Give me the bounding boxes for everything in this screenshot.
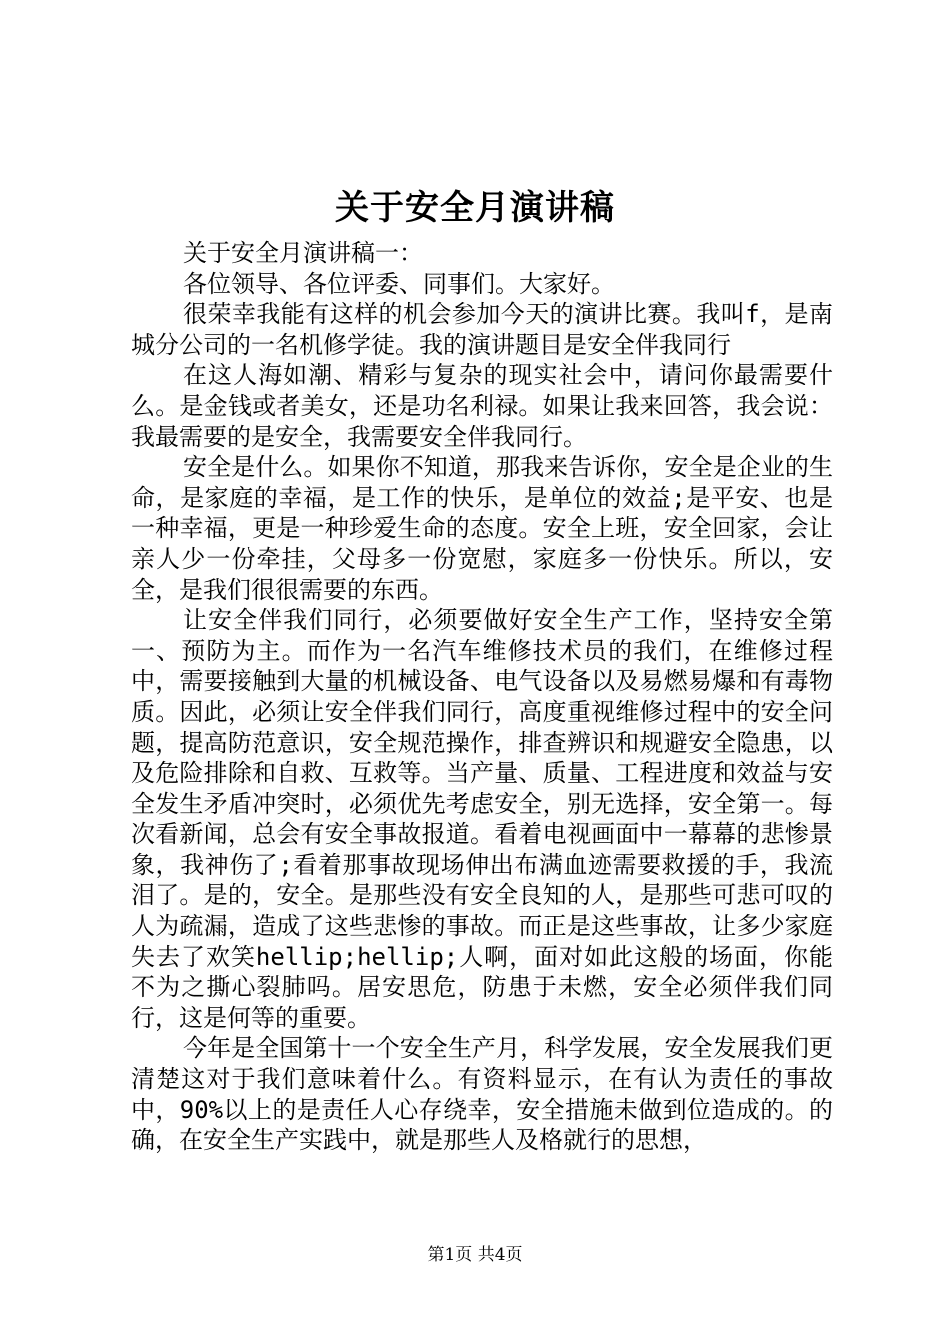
page-footer: 第1页 共4页 bbox=[427, 1245, 523, 1265]
paragraph: 在这人海如潮、精彩与复杂的现实社会中，请问你最需要什么。是金钱或者美女，还是功名利禄。如果让我来回答，我会说：我最需要的是安全，我需要安全伴我同行。 bbox=[131, 361, 833, 451]
paragraph: 今年是全国第十一个安全生产月，科学发展，安全发展我们更清楚这对于我们意味着什么。有资料显示，在有认为责任的事故中，90%以上的是责任人心存绕幸，安全措施未做到位造成的。的确，在安全生产实践中，就是那些人及格就行的思想， bbox=[131, 1034, 833, 1155]
paragraph: 关于安全月演讲稿一： bbox=[183, 239, 423, 267]
paragraph: 让安全伴我们同行，必须要做好安全生产工作，坚持安全第一、预防为主。而作为一名汽车维修技术员的我们，在维修过程中，需要接触到大量的机械设备、电气设备以及易燃易爆和有毒物质。因此，必须让安全伴我们同行，高度重视维修过程中的安全问题，提高防范意识，安全规范操作，排查辨识和规避安全隐患，以及危险排除和自救、互救等。当产量、质量、工程进度和效益与安全发生矛盾冲突时，必须优先考虑安全，别无选择，安全第一。每次看新闻，总会有安全事故报道。看着电视画面中一幕幕的悲惨景象，我神伤了;看着那事故现场伸出布满血迹需要救援的手，我流泪了。是的，安全。是那些没有安全良知的人，是那些可悲可叹的人为疏漏，造成了这些悲惨的事故。而正是这些事故，让多少家庭失去了欢笑hellip;hellip;人啊，面对如此这般的场面，你能不为之撕心裂肺吗。居安思危，防患于未燃，安全必须伴我们同行，这是何等的重要。 bbox=[131, 606, 833, 1032]
paragraph: 安全是什么。如果你不知道，那我来告诉你，安全是企业的生命，是家庭的幸福，是工作的快乐，是单位的效益;是平安、也是一种幸福，更是一种珍爱生命的态度。安全上班，安全回家，会让亲人少一份牵挂，父母多一份宽慰，家庭多一份快乐。所以，安全，是我们很很需要的东西。 bbox=[131, 453, 833, 604]
document-title: 关于安全月演讲稿 bbox=[335, 188, 615, 228]
document-body bbox=[131, 238, 833, 1156]
paragraph: 各位领导、各位评委、同事们。大家好。 bbox=[183, 269, 615, 298]
paragraph: 很荣幸我能有这样的机会参加今天的演讲比赛。我叫f，是南城分公司的一名机修学徒。我的演讲题目是安全伴我同行 bbox=[131, 300, 833, 359]
